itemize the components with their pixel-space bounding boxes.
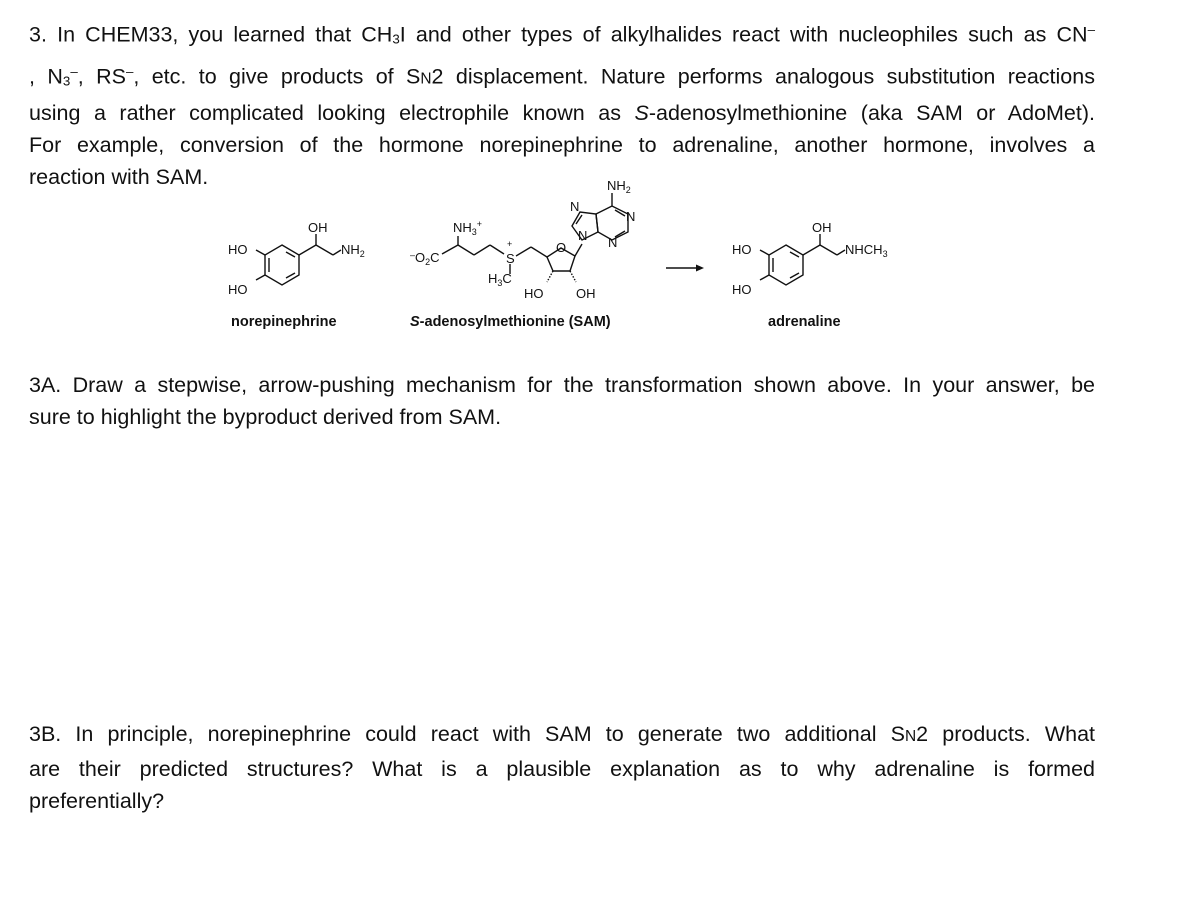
question-3a-text xyxy=(29,369,1095,433)
sam-n3-label: N xyxy=(608,235,618,250)
sam-carboxylate-label: $^-O_2C$ xyxy=(410,250,440,267)
adrenaline-nhch3-label: $NHCH_3$ xyxy=(845,242,888,259)
norepinephrine-ho-bottom-label: HO xyxy=(228,282,248,297)
sam-ammonium-label: $NH_3^+$ xyxy=(453,219,483,237)
question-3-line-1: 3. In CHEM33, you learned that CH3I and other types of alkylhalides react with nucleophiles such as CN– xyxy=(29,22,1095,47)
question-3b-line-2: are their predicted structures? What is a plausible explanation as to why adrenaline is formed xyxy=(29,757,1095,781)
adrenaline-caption: adrenaline xyxy=(768,314,841,330)
sam-caption: S-adenosylmethionine (SAM) xyxy=(410,314,611,330)
adrenaline-structure xyxy=(732,220,888,330)
sam-sulfur-label: S xyxy=(506,251,515,266)
sam-structure xyxy=(410,178,635,330)
reaction-scheme xyxy=(220,168,920,338)
question-3b-text xyxy=(29,718,1095,817)
sam-sulfonium-charge: + xyxy=(507,239,513,249)
reaction-arrow xyxy=(666,265,704,272)
norepinephrine-caption: norepinephrine xyxy=(231,314,337,330)
adrenaline-ho-top-label: HO xyxy=(732,242,752,257)
norepinephrine-structure xyxy=(228,220,365,330)
adrenaline-oh-label: OH xyxy=(812,220,832,235)
question-3a-line-2: sure to highlight the byproduct derived from SAM. xyxy=(29,405,502,429)
question-3a-line-1: 3A. Draw a stepwise, arrow-pushing mechanism for the transformation shown above. In your answer, be xyxy=(29,373,1095,397)
question-3-line-5: reaction with SAM. xyxy=(29,165,209,190)
norepinephrine-oh-label: OH xyxy=(308,220,328,235)
norepinephrine-ho-top-label: HO xyxy=(228,242,248,257)
sam-methyl-label: $H_3C$ xyxy=(488,271,512,288)
sam-ho-sugar-label: HO xyxy=(524,286,544,301)
question-3-line-2: , N3–, RS–, etc. to give products of SN2 displacement. Nature performs analogous substitution reactions xyxy=(29,63,1095,89)
norepinephrine-nh2-label: $NH_2$ xyxy=(341,242,365,259)
adrenaline-ho-bottom-label: HO xyxy=(732,282,752,297)
sam-n7-label: N xyxy=(570,199,580,214)
sam-n1-label: N xyxy=(626,209,636,224)
question-3-line-3: using a rather complicated looking electrophile known as S-adenosylmethionine (aka SAM or AdoMet). xyxy=(29,101,1095,126)
question-3-text xyxy=(29,14,1095,193)
sam-n9-label: N xyxy=(578,228,588,243)
question-3b-line-3: preferentially? xyxy=(29,789,165,813)
question-3-line-4: For example, conversion of the hormone norepinephrine to adrenaline, another hormone, involves a xyxy=(29,133,1095,158)
question-3b-line-1: 3B. In principle, norepinephrine could react with SAM to generate two additional SN2 products. What xyxy=(29,722,1095,746)
sam-amine-label: $NH_2$ xyxy=(607,178,631,195)
sam-ribose-o-label: O xyxy=(556,240,567,255)
sam-oh-sugar-label: OH xyxy=(576,286,596,301)
